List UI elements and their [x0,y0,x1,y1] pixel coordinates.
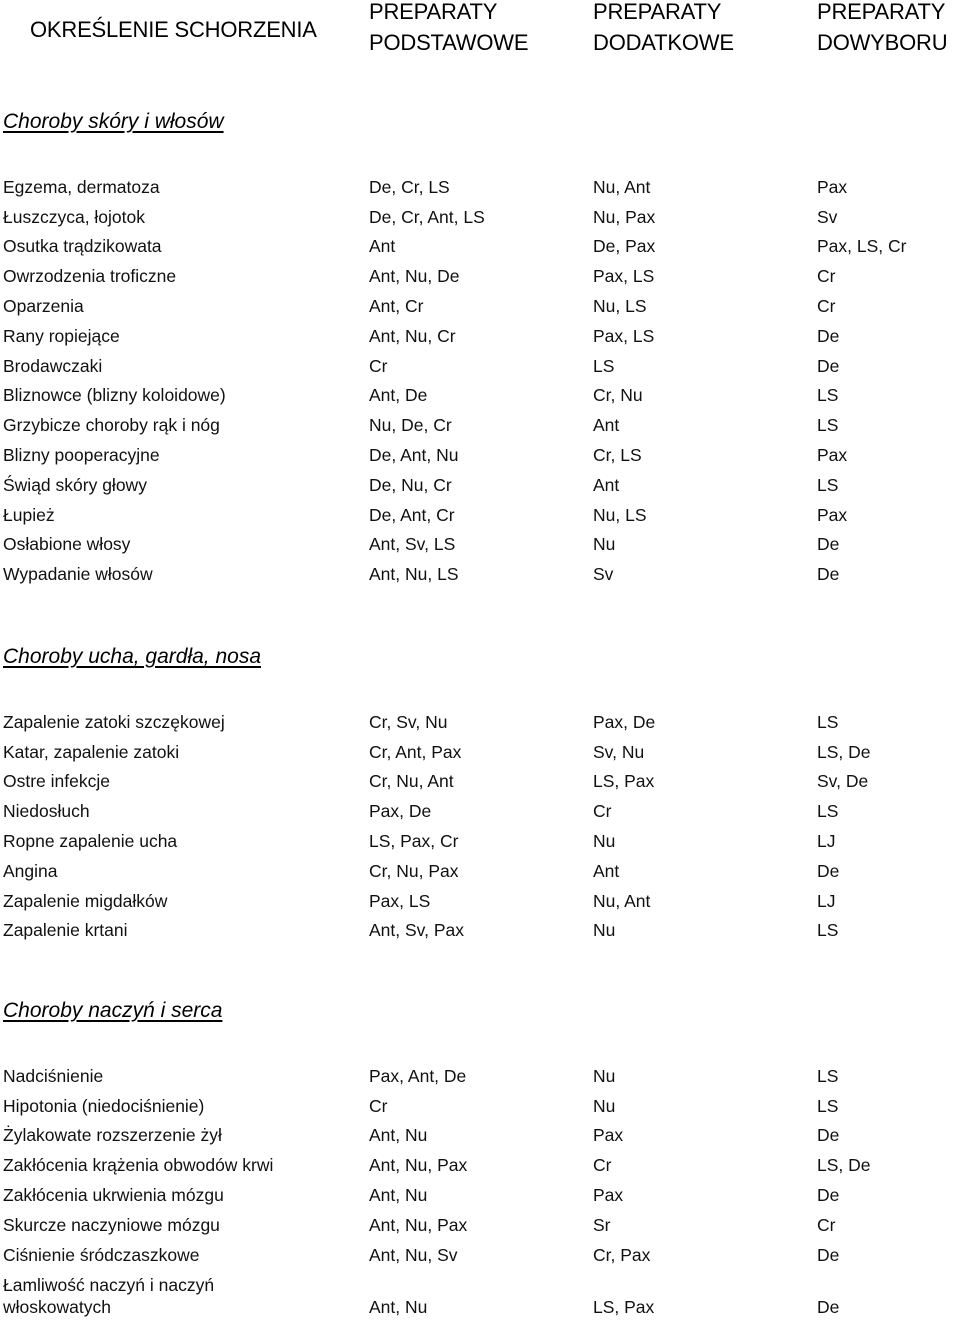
optional-preparations-cell: LS, De [817,1155,871,1176]
additional-preparations-cell: Nu [593,920,616,941]
additional-preparations-cell: Nu [593,1065,616,1086]
condition-cell: Rany ropiejące [3,325,120,346]
table-row [0,1238,960,1268]
table-row [0,319,960,349]
optional-preparations-cell: De [817,860,840,881]
condition-cell: Owrzodzenia troficzne [3,266,177,287]
condition-cell: Ropne zapalenie ucha [3,830,178,851]
table-row [0,230,960,260]
base-preparations-cell: De, Cr, Ant, LS [369,206,485,227]
base-preparations-cell: Ant, Sv, Pax [369,920,464,941]
additional-preparations-cell: Ant [593,474,620,495]
condition-cell: Osłabione włosy [3,534,131,555]
optional-preparations-cell: LJ [817,830,836,851]
optional-preparations-cell: Pax, LS, Cr [817,236,907,257]
condition-cell: Brodawczaki [3,355,103,376]
table-row [0,1208,960,1238]
condition-cell: Grzybicze choroby rąk i nóg [3,415,220,436]
condition-cell: Świąd skóry głowy [3,474,147,495]
table-row [0,765,960,795]
base-preparations-cell: De, Cr, LS [369,176,450,197]
base-preparations-cell: Ant, Nu, Cr [369,325,456,346]
section-rows-vessels-heart [0,1059,960,1320]
additional-preparations-cell: Sv [593,564,614,585]
table-row [0,854,960,884]
base-preparations-cell: De, Ant, Nu [369,444,459,465]
optional-preparations-cell: LS [817,474,839,495]
condition-cell: Zapalenie krtani [3,920,128,941]
base-preparations-cell: Ant, Cr [369,295,424,316]
base-preparations-cell: Ant, Nu, Pax [369,1155,468,1176]
header-condition: OKREŚLENIE SCHORZENIA [30,17,317,42]
additional-preparations-cell: Pax, De [593,711,656,732]
table-row [0,170,960,200]
table-row [0,824,960,854]
base-preparations-cell: Cr, Ant, Pax [369,741,462,762]
table-row [0,379,960,409]
base-preparations-cell: Cr, Nu, Pax [369,860,459,881]
optional-preparations-cell: De [817,534,840,555]
optional-preparations-cell: De [817,1125,840,1146]
additional-preparations-cell: Nu [593,1095,616,1116]
base-preparations-cell: Cr [369,1095,388,1116]
condition-cell: Hipotonia (niedociśnienie) [3,1095,205,1116]
condition-cell: Bliznowce (blizny koloidowe) [3,385,226,406]
condition-cell: Nadciśnienie [3,1065,104,1086]
base-preparations-cell: Ant, Nu, LS [369,564,459,585]
optional-preparations-cell: LS [817,920,839,941]
optional-preparations-cell: De [817,1184,840,1205]
base-preparations-cell: Pax, Ant, De [369,1065,467,1086]
table-row [0,408,960,438]
additional-preparations-cell: Pax, LS [593,325,655,346]
section-rows-ent [0,705,960,943]
base-preparations-cell: Pax, De [369,801,432,822]
table-row [0,1059,960,1089]
optional-preparations-cell: LS [817,1065,839,1086]
additional-preparations-cell: Nu, LS [593,295,647,316]
table-row [0,705,960,735]
optional-preparations-cell: De [817,325,840,346]
optional-preparations-cell: De [817,1296,840,1317]
optional-preparations-cell: LS [817,711,839,732]
optional-preparations-cell: LS [817,415,839,436]
table-header [0,0,960,64]
base-preparations-cell: Pax, LS [369,890,431,911]
additional-preparations-cell: Cr [593,801,612,822]
section-title-skin-hair: Choroby skóry i włosów [3,110,224,133]
optional-preparations-cell: LS, De [817,741,871,762]
table-row [0,498,960,528]
base-preparations-cell: Ant, Nu [369,1125,428,1146]
table-row [0,259,960,289]
table-row [0,1119,960,1149]
optional-preparations-cell: De [817,1244,840,1265]
additional-preparations-cell: Nu [593,534,616,555]
base-preparations-cell: De, Ant, Cr [369,504,455,525]
additional-preparations-cell: Pax [593,1184,624,1205]
table-row [0,914,960,944]
table-row [0,438,960,468]
table-row [0,349,960,379]
additional-preparations-cell: LS, Pax [593,1296,655,1317]
optional-preparations-cell: Cr [817,1214,836,1235]
additional-preparations-cell: Nu, Ant [593,890,651,911]
condition-cell: Blizny pooperacyjne [3,444,160,465]
section-title-vessels-heart: Choroby naczyń i serca [3,999,223,1022]
table-row [0,528,960,558]
table-row [0,1268,960,1320]
base-preparations-cell: Ant, Nu [369,1184,428,1205]
base-preparations-cell: Cr, Nu, Ant [369,771,454,792]
condition-cell: Ciśnienie śródczaszkowe [3,1244,200,1265]
optional-preparations-cell: De [817,564,840,585]
condition-cell: Zakłócenia krążenia obwodów krwi [3,1155,274,1176]
additional-preparations-cell: De, Pax [593,236,656,257]
optional-preparations-cell: De [817,355,840,376]
header-base-preparations: PREPARATY PODSTAWOWE [369,0,529,55]
additional-preparations-cell: Nu, Pax [593,206,656,227]
condition-cell: Oparzenia [3,295,84,316]
condition-cell: Katar, zapalenie zatoki [3,741,180,762]
base-preparations-cell: Ant, Nu [369,1296,428,1317]
table-row [0,1178,960,1208]
base-preparations-cell: Ant, Nu, Pax [369,1214,468,1235]
base-preparations-cell: Ant, Sv, LS [369,534,456,555]
header-optional-preparations: PREPARATY DOWYBORU [817,0,948,55]
optional-preparations-cell: Pax [817,444,848,465]
optional-preparations-cell: Cr [817,266,836,287]
table-row [0,1089,960,1119]
optional-preparations-cell: LJ [817,890,836,911]
additional-preparations-cell: LS [593,355,615,376]
optional-preparations-cell: Cr [817,295,836,316]
optional-preparations-cell: Pax [817,176,848,197]
condition-cell: Egzema, dermatoza [3,176,160,197]
base-preparations-cell: LS, Pax, Cr [369,830,459,851]
optional-preparations-cell: LS [817,1095,839,1116]
condition-cell: Łupież [3,504,55,525]
base-preparations-cell: Ant, De [369,385,428,406]
optional-preparations-cell: LS [817,801,839,822]
condition-cell: Zakłócenia ukrwienia mózgu [3,1184,224,1205]
base-preparations-cell: Cr, Sv, Nu [369,711,448,732]
optional-preparations-cell: Sv, De [817,771,869,792]
header-additional-preparations: PREPARATY DODATKOWE [593,0,734,55]
table-row [0,557,960,587]
condition-cell: Angina [3,860,58,881]
optional-preparations-cell: LS [817,385,839,406]
additional-preparations-cell: Nu [593,830,616,851]
additional-preparations-cell: Pax, LS [593,266,655,287]
condition-cell: Ostre infekcje [3,771,110,792]
table-row [0,884,960,914]
condition-cell: Łuszczyca, łojotok [3,206,146,227]
condition-cell: Osutka trądzikowata [3,236,162,257]
additional-preparations-cell: Ant [593,860,620,881]
section-title-ent: Choroby ucha, gardła, nosa [3,645,261,668]
additional-preparations-cell: Cr [593,1155,612,1176]
additional-preparations-cell: Cr, LS [593,444,642,465]
condition-cell: Zapalenie migdałków [3,890,168,911]
table-row [0,1148,960,1178]
table-row [0,468,960,498]
base-preparations-cell: Ant, Nu, Sv [369,1244,458,1265]
condition-cell: Zapalenie zatoki szczękowej [3,711,225,732]
base-preparations-cell: Nu, De, Cr [369,415,452,436]
section-rows-skin-hair [0,170,960,587]
optional-preparations-cell: Sv [817,206,838,227]
table-row [0,200,960,230]
condition-cell: Żylakowate rozszerzenie żył [3,1125,222,1146]
base-preparations-cell: Cr [369,355,388,376]
table-row [0,735,960,765]
table-row [0,289,960,319]
condition-cell: Niedosłuch [3,801,90,822]
additional-preparations-cell: Pax [593,1125,624,1146]
optional-preparations-cell: Pax [817,504,848,525]
additional-preparations-cell: Sr [593,1214,611,1235]
table-row [0,794,960,824]
additional-preparations-cell: Cr, Pax [593,1244,651,1265]
additional-preparations-cell: Sv, Nu [593,741,645,762]
condition-cell: Skurcze naczyniowe mózgu [3,1214,220,1235]
additional-preparations-cell: Ant [593,415,620,436]
additional-preparations-cell: LS, Pax [593,771,655,792]
additional-preparations-cell: Nu, Ant [593,176,651,197]
additional-preparations-cell: Cr, Nu [593,385,643,406]
base-preparations-cell: Ant [369,236,396,257]
condition-cell: Łamliwość naczyń i naczyń włoskowatych [3,1274,215,1317]
condition-cell: Wypadanie włosów [3,564,153,585]
additional-preparations-cell: Nu, LS [593,504,647,525]
base-preparations-cell: Ant, Nu, De [369,266,460,287]
base-preparations-cell: De, Nu, Cr [369,474,452,495]
